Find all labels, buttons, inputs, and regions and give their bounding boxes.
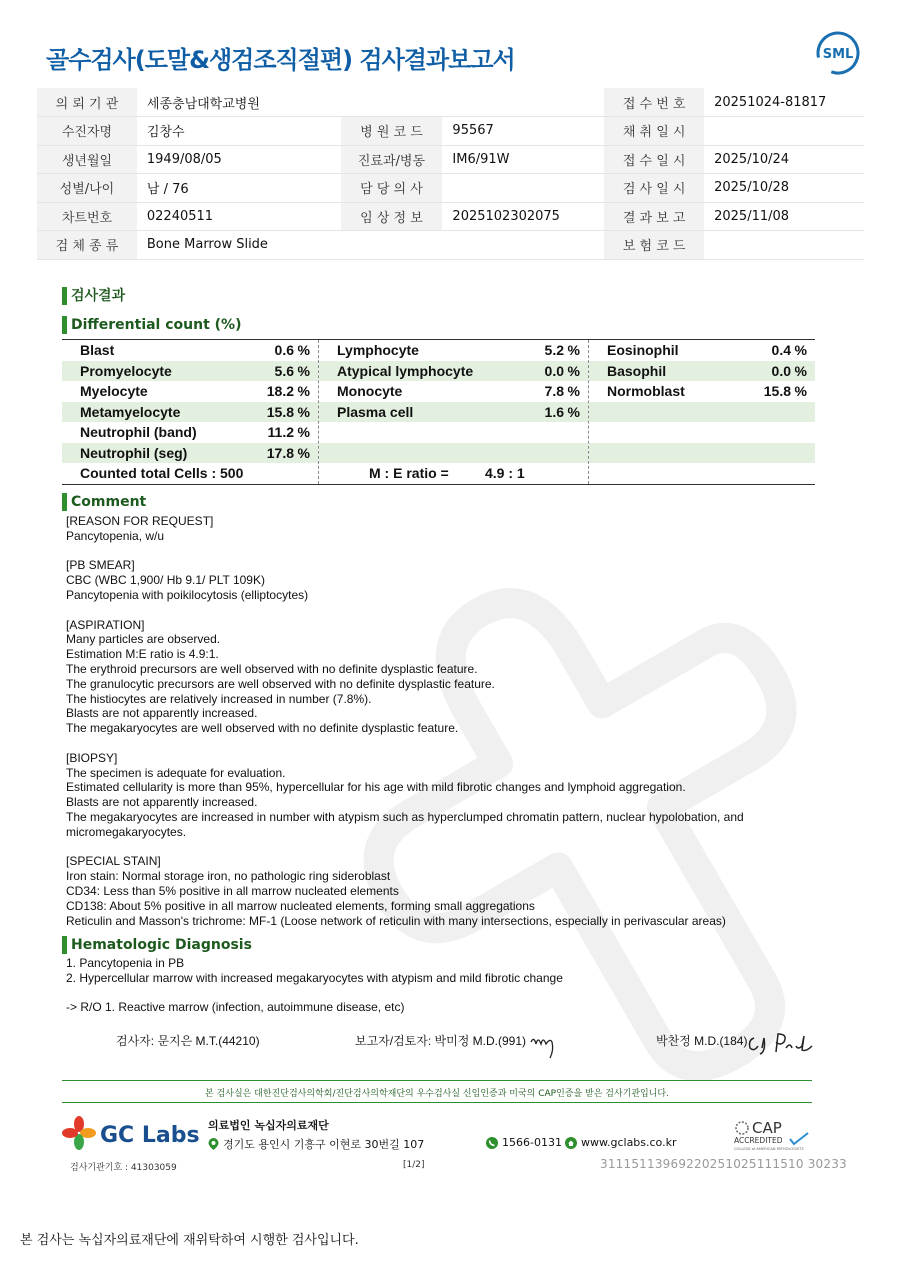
- cell-unit: %: [794, 383, 807, 400]
- info-row: [37, 88, 864, 117]
- comment-line: Blasts are not apparently increased.: [66, 706, 258, 721]
- cell-name: Myelocyte: [80, 383, 148, 400]
- examiner-signer: 검사자: 문지은 M.T.(44210): [116, 1034, 260, 1048]
- comment-heading: [BIOPSY]: [66, 750, 118, 765]
- differential-row: [589, 422, 815, 443]
- gc-labs-logo: [62, 1115, 202, 1151]
- section-comment-title: Comment: [62, 493, 146, 511]
- cell-unit: %: [297, 444, 310, 461]
- info-row: [37, 145, 864, 174]
- cell-name: Lymphocyte: [337, 342, 419, 359]
- cell-unit: %: [297, 383, 310, 400]
- cell-unit: %: [297, 362, 310, 379]
- info-value: [704, 117, 864, 146]
- me-ratio-label: M : E ratio =: [369, 465, 449, 482]
- sml-logo: [815, 30, 861, 76]
- diagnosis-line: 2. Hypercellular marrow with increased megakaryocytes with atypism and mild fibrotic change: [66, 970, 563, 985]
- cell-value: 7.8: [544, 383, 564, 400]
- cap-logo-text: CAP: [752, 1119, 782, 1137]
- cell-name: Normoblast: [607, 383, 685, 400]
- differential-column-1: [62, 340, 319, 484]
- differential-row: [62, 381, 318, 402]
- diagnosis-line: 1. Pancytopenia in PB: [66, 956, 185, 970]
- cap-accredited-logo: [732, 1117, 812, 1153]
- cell-value: 15.8: [266, 403, 294, 420]
- info-label: 검 사 일 시: [604, 174, 704, 203]
- info-label: 접 수 일 시: [604, 145, 704, 174]
- phone-icon: [486, 1137, 498, 1149]
- differential-column-3: [589, 340, 815, 484]
- comment-paragraph: [66, 558, 744, 602]
- info-row: [37, 202, 864, 231]
- foundation-name: 의료법인 녹십자의료재단: [208, 1119, 329, 1132]
- divider-bottom: [62, 1102, 812, 1103]
- info-label: 채 취 일 시: [604, 117, 704, 146]
- info-value: IM6/91W: [442, 145, 604, 174]
- info-value: 20251024-81817: [704, 88, 864, 117]
- info-value: [442, 88, 604, 117]
- page-number: [1/2]: [403, 1160, 425, 1170]
- diagnosis-line: [66, 986, 563, 1001]
- cell-unit: %: [567, 403, 580, 420]
- phone-text: 1566-0131: [502, 1136, 562, 1149]
- signature-mj: [528, 1030, 568, 1060]
- total-cells-label: Counted total Cells :: [80, 465, 217, 482]
- cap-logo-subtext: ACCREDITED: [734, 1136, 783, 1145]
- comment-line: Reticulin and Masson's trichrome: MF-1 (Loose network of reticulin with many intersections, especially in perivascular areas): [66, 913, 726, 928]
- differential-row: [62, 340, 318, 361]
- section-differential-title: Differential count (%): [62, 316, 241, 334]
- cell-value: 0.6: [274, 342, 294, 359]
- address-text: 경기도 용인시 기흥구 이현로 30번길 107: [223, 1138, 425, 1151]
- differential-row: [319, 422, 588, 443]
- info-row: [37, 174, 864, 203]
- comment-line: CBC (WBC 1,900/ Hb 9.1/ PLT 109K): [66, 573, 265, 588]
- comment-line: The megakaryocytes are well observed with no definite dysplastic feature.: [66, 721, 459, 736]
- website-link[interactable]: www.gclabs.co.kr: [581, 1136, 677, 1149]
- cell-name: Metamyelocyte: [80, 403, 181, 420]
- differential-row: [319, 340, 588, 361]
- info-value: [704, 231, 864, 260]
- cell-name: Atypical lymphocyte: [337, 362, 474, 379]
- differential-row: [62, 422, 318, 443]
- cell-unit: %: [567, 362, 580, 379]
- differential-row: [319, 381, 588, 402]
- section-result-title: 검사결과: [62, 287, 125, 305]
- info-value: 95567: [442, 117, 604, 146]
- comment-line: micromegakaryocytes.: [66, 824, 187, 839]
- info-value: 2025/10/28: [704, 174, 864, 203]
- comment-line: The specimen is adequate for evaluation.: [66, 765, 286, 780]
- comment-line: Iron stain: Normal storage iron, no pathologic ring sideroblast: [66, 869, 391, 884]
- sml-logo-text: SML: [822, 47, 854, 62]
- info-value: [442, 231, 604, 260]
- location-pin-icon: [208, 1138, 219, 1150]
- section-diagnosis-title: Hematologic Diagnosis: [62, 936, 252, 954]
- cell-value: 0.0: [771, 362, 791, 379]
- cap-logo-small: COLLEGE of AMERICAN PATHOLOGISTS: [734, 1147, 804, 1151]
- comment-heading: [REASON FOR REQUEST]: [66, 514, 214, 528]
- cell-unit: %: [297, 342, 310, 359]
- info-label: 보 험 코 드: [604, 231, 704, 260]
- comment-paragraph: [66, 751, 744, 840]
- total-cells-value: 500: [220, 465, 244, 482]
- comment-line: The megakaryocytes are increased in number with atypism such as hyperclumped chromatin pattern, nuclear hypolobation, and: [66, 809, 744, 824]
- info-label: 결 과 보 고: [604, 202, 704, 231]
- gc-labs-logo-text: GC Labs: [100, 1123, 200, 1148]
- cell-unit: %: [297, 403, 310, 420]
- info-label: 검 체 종 류: [37, 231, 137, 260]
- cell-unit: %: [794, 362, 807, 379]
- info-value: 2025/11/08: [704, 202, 864, 231]
- differential-total-row: [589, 463, 815, 484]
- info-label: 생년월일: [37, 145, 137, 174]
- comment-line: CD34: Less than 5% positive in all marrow nucleated elements: [66, 883, 399, 898]
- cell-unit: %: [567, 342, 580, 359]
- differential-row: [589, 361, 815, 382]
- comment-line: The granulocytic precursors are well observed with no definite dysplastic feature.: [66, 676, 495, 691]
- signature-cjpark: [746, 1028, 814, 1058]
- differential-row: [589, 381, 815, 402]
- cell-value: 17.8: [266, 444, 294, 461]
- reporter-signer: 보고자/검토자: 박미정 M.D.(991): [355, 1034, 527, 1048]
- cell-name: Plasma cell: [337, 403, 414, 420]
- info-value: 2025/10/24: [704, 145, 864, 174]
- cell-name: Monocyte: [337, 383, 403, 400]
- differential-row: [589, 443, 815, 464]
- comment-body: [66, 514, 744, 943]
- website: [565, 1136, 677, 1149]
- divider-top: [62, 1080, 812, 1081]
- comment-heading: [SPECIAL STAIN]: [66, 854, 161, 869]
- comment-line: Estimation M:E ratio is 4.9:1.: [66, 647, 219, 662]
- info-value: 김창수: [137, 117, 341, 146]
- differential-row: [62, 402, 318, 423]
- info-row: [37, 117, 864, 146]
- comment-paragraph: [66, 618, 744, 736]
- cell-name: Eosinophil: [607, 342, 679, 359]
- comment-line: Pancytopenia, w/u: [66, 528, 165, 543]
- cell-name: Basophil: [607, 362, 667, 379]
- address: [208, 1136, 424, 1152]
- info-label: 임 상 정 보: [341, 202, 443, 231]
- cell-value: 18.2: [266, 383, 294, 400]
- institution-number: 검사기관기호 : 41303059: [70, 1163, 177, 1173]
- bottom-note: 본 검사는 녹십자의료재단에 재위탁하여 시행한 검사입니다.: [20, 1233, 359, 1248]
- info-label: 진료과/병동: [341, 145, 443, 174]
- cell-value: 5.2: [544, 342, 564, 359]
- cell-value: 11.2: [267, 424, 294, 441]
- info-value: 02240511: [137, 202, 341, 231]
- differential-total-row: [62, 463, 318, 484]
- comment-line: The erythroid precursors are well observed with no definite dysplastic feature.: [66, 661, 478, 676]
- differential-row: [62, 361, 318, 382]
- comment-line: Pancytopenia with poikilocytosis (elliptocytes): [66, 587, 309, 602]
- differential-total-row: [319, 463, 588, 484]
- info-label: 접 수 번 호: [604, 88, 704, 117]
- comment-line: The histiocytes are relatively increased in number (7.8%).: [66, 691, 372, 706]
- cell-name: Neutrophil (band): [80, 424, 197, 441]
- cell-value: 5.6: [274, 362, 294, 379]
- info-value: Bone Marrow Slide: [137, 231, 341, 260]
- cell-value: 1.6: [544, 403, 564, 420]
- info-value: 세종충남대학교병원: [137, 88, 341, 117]
- certification-note: 본 검사실은 대한진단검사의학회/진단검사의학재단의 우수검사실 신임인증과 미국의 CAP인증을 받은 검사기관입니다.: [205, 1089, 669, 1099]
- comment-line: Estimated cellularity is more than 95%, hypercellular for his age with mild fibrotic changes and lymphoid aggregation.: [66, 780, 686, 795]
- differential-column-2: [319, 340, 589, 484]
- cell-value: 0.0: [544, 362, 564, 379]
- comment-line: Many particles are observed.: [66, 632, 221, 647]
- patient-info-table: [37, 88, 864, 260]
- info-value: 2025102302075: [442, 202, 604, 231]
- differential-row: [62, 443, 318, 464]
- cell-unit: %: [567, 383, 580, 400]
- info-label: 수진자명: [37, 117, 137, 146]
- cell-value: 0.4: [771, 342, 791, 359]
- barcode-number: 31115113969220251025111510 30233: [600, 1157, 847, 1171]
- info-label: 성별/나이: [37, 174, 137, 203]
- comment-paragraph: [66, 854, 744, 928]
- comment-paragraph: [66, 514, 744, 544]
- diagnosis-body: [66, 956, 563, 1015]
- info-label: 의 뢰 기 관: [37, 88, 137, 117]
- report-title: 골수검사(도말&생검조직절편) 검사결과보고서: [46, 46, 515, 74]
- comment-line: CD138: About 5% positive in all marrow nucleated elements, forming small aggregations: [66, 898, 535, 913]
- home-icon: [565, 1137, 577, 1149]
- comment-heading: [PB SMEAR]: [66, 558, 135, 573]
- cell-name: Blast: [80, 342, 115, 359]
- phone: [486, 1136, 562, 1149]
- info-value: 1949/08/05: [137, 145, 341, 174]
- info-row: [37, 231, 864, 260]
- cell-name: Promyelocyte: [80, 362, 172, 379]
- differential-count-table: [62, 339, 815, 485]
- info-label: 병 원 코 드: [341, 117, 443, 146]
- differential-row: [319, 402, 588, 423]
- info-label: [341, 88, 443, 117]
- differential-row: [319, 443, 588, 464]
- cell-name: Neutrophil (seg): [80, 444, 188, 461]
- third-signer: 박찬정 M.D.(184): [656, 1034, 748, 1048]
- comment-heading: [ASPIRATION]: [66, 617, 145, 632]
- info-value: [442, 174, 604, 203]
- info-label: [341, 231, 443, 260]
- diagnosis-line: -> R/O 1. Reactive marrow (infection, autoimmune disease, etc): [66, 1000, 405, 1015]
- differential-row: [319, 361, 588, 382]
- cell-value: 15.8: [763, 383, 791, 400]
- differential-row: [589, 402, 815, 423]
- differential-row: [589, 340, 815, 361]
- cell-unit: %: [794, 342, 807, 359]
- comment-line: Blasts are not apparently increased.: [66, 795, 258, 810]
- info-label: 차트번호: [37, 202, 137, 231]
- info-label: 담 당 의 사: [341, 174, 443, 203]
- me-ratio-value: 4.9 : 1: [485, 465, 525, 482]
- info-value: 남 / 76: [137, 174, 341, 203]
- cell-unit: %: [297, 424, 310, 441]
